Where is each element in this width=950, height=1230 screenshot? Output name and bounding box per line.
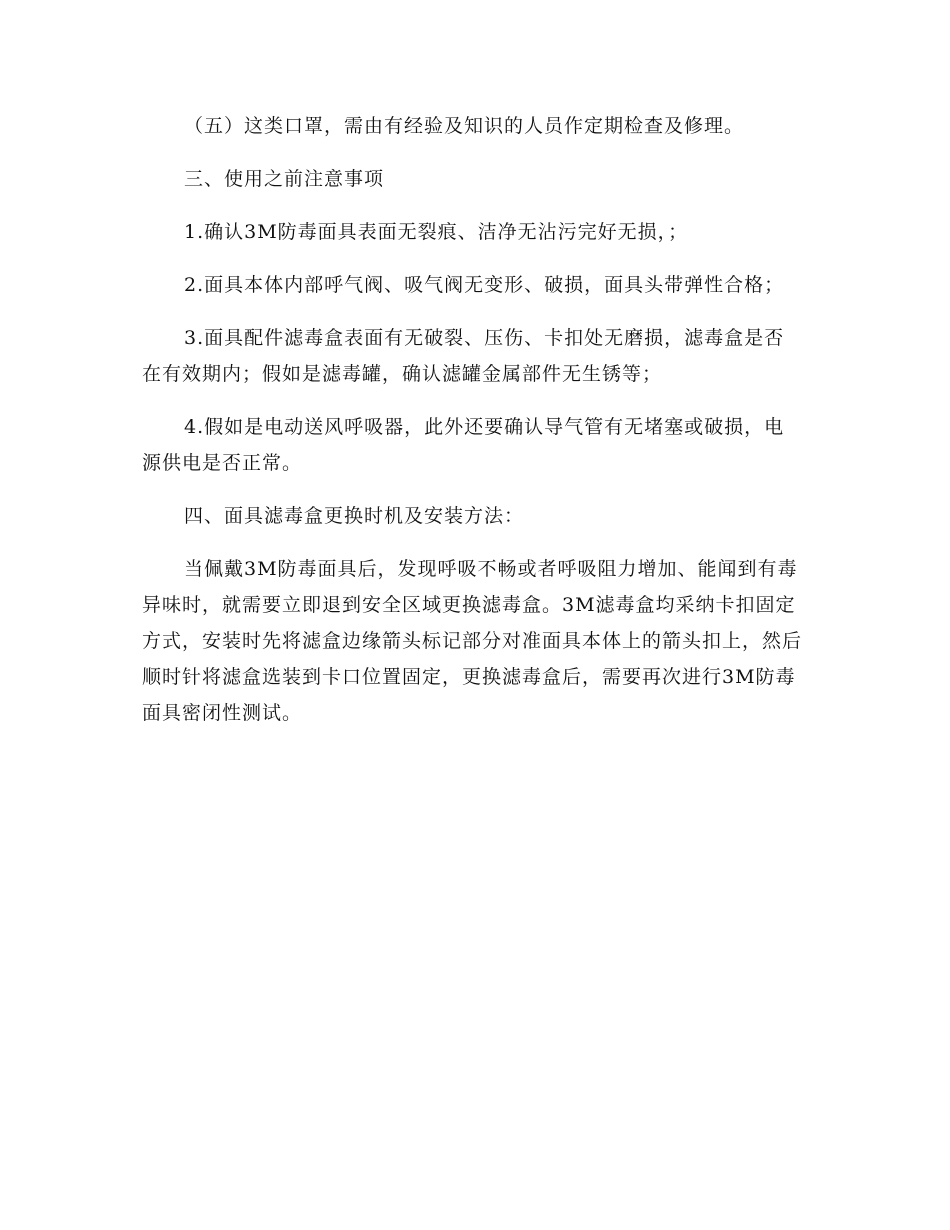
paragraph-item-2: 2.面具本体内部呼气阀、吸气阀无变形、破损，面具头带弹性合格； [184,274,785,296]
paragraph-item-1: 1.确认3M防毒面具表面无裂痕、洁净无沾污完好无损，； [184,221,689,243]
heading-filter-replacement: 四、面具滤毒盒更换时机及安装方法： [184,505,525,527]
paragraph-item-3: 3.面具配件滤毒盒表面有无破裂、压伤、卡扣处无磨损，滤毒盒是否在有效期内；假如是滤毒罐，确认滤罐金属部件无生锈等； [142,327,785,385]
heading-precautions-before-use: 三、使用之前注意事项 [184,168,385,190]
document-body [142,108,802,748]
paragraph-mask-inspection: （五）这类口罩，需由有经验及知识的人员作定期检查及修理。 [184,115,745,137]
paragraph-filter-replacement-method: 当佩戴3M防毒面具后，发现呼吸不畅或者呼吸阻力增加、能闻到有毒异味时，就需要立即退到安全区域更换滤毒盒。3M滤毒盒均采纳卡扣固定方式，安装时先将滤盒边缘箭头标记部分对准面具本体上的箭头扣上，然后顺时针将滤盒选装到卡口位置固定，更换滤毒盒后，需要再次进行3M防毒面具密闭性测试。 [142,558,803,724]
paragraph-item-4: 4.假如是电动送风呼吸器，此外还要确认导气管有无堵塞或破损，电源供电是否正常。 [142,416,785,474]
